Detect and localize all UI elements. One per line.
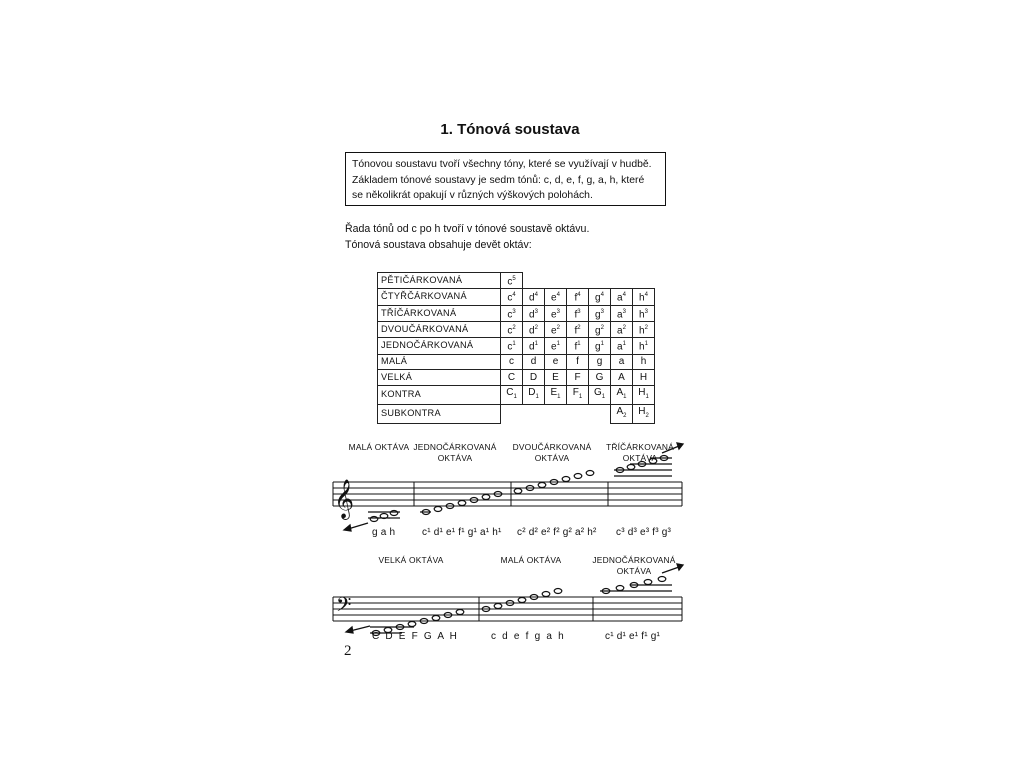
page-title: 1. Tónová soustava xyxy=(440,121,580,138)
note-cell: $g^3$ xyxy=(589,305,611,321)
empty-cell xyxy=(567,273,589,289)
note-cell: $g^2$ xyxy=(589,321,611,337)
octave-name: SUBKONTRA xyxy=(378,404,501,423)
note-cell: $H_1$ xyxy=(633,385,655,404)
book-page xyxy=(300,100,720,720)
octave-label: MALÁ OKTÁVA xyxy=(500,555,562,565)
note-cell: $F_1$ xyxy=(567,385,589,404)
empty-cell xyxy=(501,404,523,423)
empty-cell xyxy=(589,404,611,423)
octave-label: JEDNOČÁRKOVANÁ OKTÁVA xyxy=(413,442,497,463)
note-cell: $f^4$ xyxy=(567,289,589,305)
note-names-row: c² d² e² f² g² a² h² xyxy=(517,527,597,538)
note-cell: C xyxy=(501,370,523,386)
octave-row xyxy=(378,385,655,404)
note-cell: a xyxy=(611,354,633,370)
octave-label: VELKÁ OKTÁVA xyxy=(378,555,444,565)
note-cell: $c^4$ xyxy=(501,289,523,305)
note-cell: $a^4$ xyxy=(611,289,633,305)
octave-paragraph xyxy=(345,222,589,253)
empty-cell xyxy=(545,404,567,423)
note-cell: $A_2$ xyxy=(611,404,633,423)
note-cell: $d^1$ xyxy=(523,338,545,354)
treble-clef-icon: 𝄞 xyxy=(334,479,355,519)
note-cell: $c^2$ xyxy=(501,321,523,337)
note-cell: $A_1$ xyxy=(611,385,633,404)
paragraph-line: Řada tónů od c po h tvoří v tónové soustavě oktávu. xyxy=(345,223,590,235)
definition-line: Základem tónové soustavy je sedm tónů: c, d, e, f, g, a, h, které xyxy=(352,174,645,186)
note-cell: $h^2$ xyxy=(633,321,655,337)
octave-name: MALÁ xyxy=(378,354,501,370)
octave-label: DVOUČÁRKOVANÁ OKTÁVA xyxy=(512,442,592,463)
note-cell: $a^3$ xyxy=(611,305,633,321)
octave-row xyxy=(378,354,655,370)
note-names-row: c d e f g a h xyxy=(491,631,564,642)
definition-line: se několikrát opakují v různých výškových polohách. xyxy=(352,190,593,201)
note-cell: $d^2$ xyxy=(523,321,545,337)
note-cell: $f^2$ xyxy=(567,321,589,337)
paragraph-line: Tónová soustava obsahuje devět oktáv: xyxy=(345,238,532,251)
note-cell: $c^1$ xyxy=(501,338,523,354)
bass-notes xyxy=(370,577,672,636)
octave-name: PĚTIČÁRKOVANÁ xyxy=(378,273,501,289)
note-cell: F xyxy=(567,370,589,386)
octave-name: ČTYŘČÁRKOVANÁ xyxy=(378,289,501,305)
page-number: 2 xyxy=(344,643,352,659)
note-cell: $G_1$ xyxy=(589,385,611,404)
note-cell: $c^5$ xyxy=(501,273,523,289)
note-cell: g xyxy=(589,354,611,370)
octave-row xyxy=(378,273,655,289)
octave-label: JEDNOČÁRKOVANÁ OKTÁVA xyxy=(592,555,676,576)
definition-box xyxy=(345,152,666,206)
note-cell: A xyxy=(611,370,633,386)
note-cell: c xyxy=(501,354,523,370)
octave-name: DVOUČÁRKOVANÁ xyxy=(378,321,501,337)
note-cell: D xyxy=(523,370,545,386)
note-cell: $g^1$ xyxy=(589,338,611,354)
bass-clef-icon: 𝄢 xyxy=(336,593,352,621)
note-cell: h xyxy=(633,354,655,370)
note-cell: $E_1$ xyxy=(545,385,567,404)
note-cell: $e^1$ xyxy=(545,338,567,354)
note-cell: $h^3$ xyxy=(633,305,655,321)
note-names-row: c¹ d¹ e¹ f¹ g¹ a¹ h¹ xyxy=(422,527,502,538)
octave-label: TŘÍČÁRKOVANÁ OKTÁVA xyxy=(606,442,674,463)
empty-cell xyxy=(589,273,611,289)
staff-examples xyxy=(300,430,720,690)
note-cell: $f^3$ xyxy=(567,305,589,321)
note-names-row: C D E F G A H xyxy=(372,631,458,642)
octave-row xyxy=(378,370,655,386)
note-names-row: c³ d³ e³ f³ g³ xyxy=(616,527,672,538)
note-cell: $a^2$ xyxy=(611,321,633,337)
note-cell: $d^3$ xyxy=(523,305,545,321)
empty-cell xyxy=(523,273,545,289)
note-cell: $c^3$ xyxy=(501,305,523,321)
note-names-row: g a h xyxy=(372,527,396,538)
octave-row xyxy=(378,321,655,337)
empty-cell xyxy=(633,273,655,289)
note-cell: d xyxy=(523,354,545,370)
note-cell: $d^4$ xyxy=(523,289,545,305)
note-cell: $a^1$ xyxy=(611,338,633,354)
note-cell: $h^4$ xyxy=(633,289,655,305)
note-cell: $H_2$ xyxy=(633,404,655,423)
note-cell: $e^4$ xyxy=(545,289,567,305)
empty-cell xyxy=(523,404,545,423)
note-cell: e xyxy=(545,354,567,370)
note-cell: $C_1$ xyxy=(501,385,523,404)
note-cell: f xyxy=(567,354,589,370)
octave-label: MALÁ OKTÁVA xyxy=(348,442,410,452)
note-cell: G xyxy=(589,370,611,386)
empty-cell xyxy=(545,273,567,289)
treble-staff-lines xyxy=(333,482,682,506)
octave-name: TŘÍČÁRKOVANÁ xyxy=(378,305,501,321)
note-cell: $e^2$ xyxy=(545,321,567,337)
note-cell: $D_1$ xyxy=(523,385,545,404)
octave-row xyxy=(378,289,655,305)
octave-name: KONTRA xyxy=(378,385,501,404)
note-cell: $g^4$ xyxy=(589,289,611,305)
note-cell: $e^3$ xyxy=(545,305,567,321)
octave-table xyxy=(377,272,655,424)
octave-name: VELKÁ xyxy=(378,370,501,386)
definition-line: Tónovou soustavu tvoří všechny tóny, které se využívají v hudbě. xyxy=(352,159,652,170)
empty-cell xyxy=(611,273,633,289)
note-names-row: c¹ d¹ e¹ f¹ g¹ xyxy=(605,631,661,642)
octave-row xyxy=(378,305,655,321)
octave-name: JEDNOČÁRKOVANÁ xyxy=(378,338,501,354)
note-cell: E xyxy=(545,370,567,386)
octave-row xyxy=(378,338,655,354)
octave-row xyxy=(378,404,655,423)
empty-cell xyxy=(567,404,589,423)
note-cell: $h^1$ xyxy=(633,338,655,354)
note-cell: H xyxy=(633,370,655,386)
note-cell: $f^1$ xyxy=(567,338,589,354)
